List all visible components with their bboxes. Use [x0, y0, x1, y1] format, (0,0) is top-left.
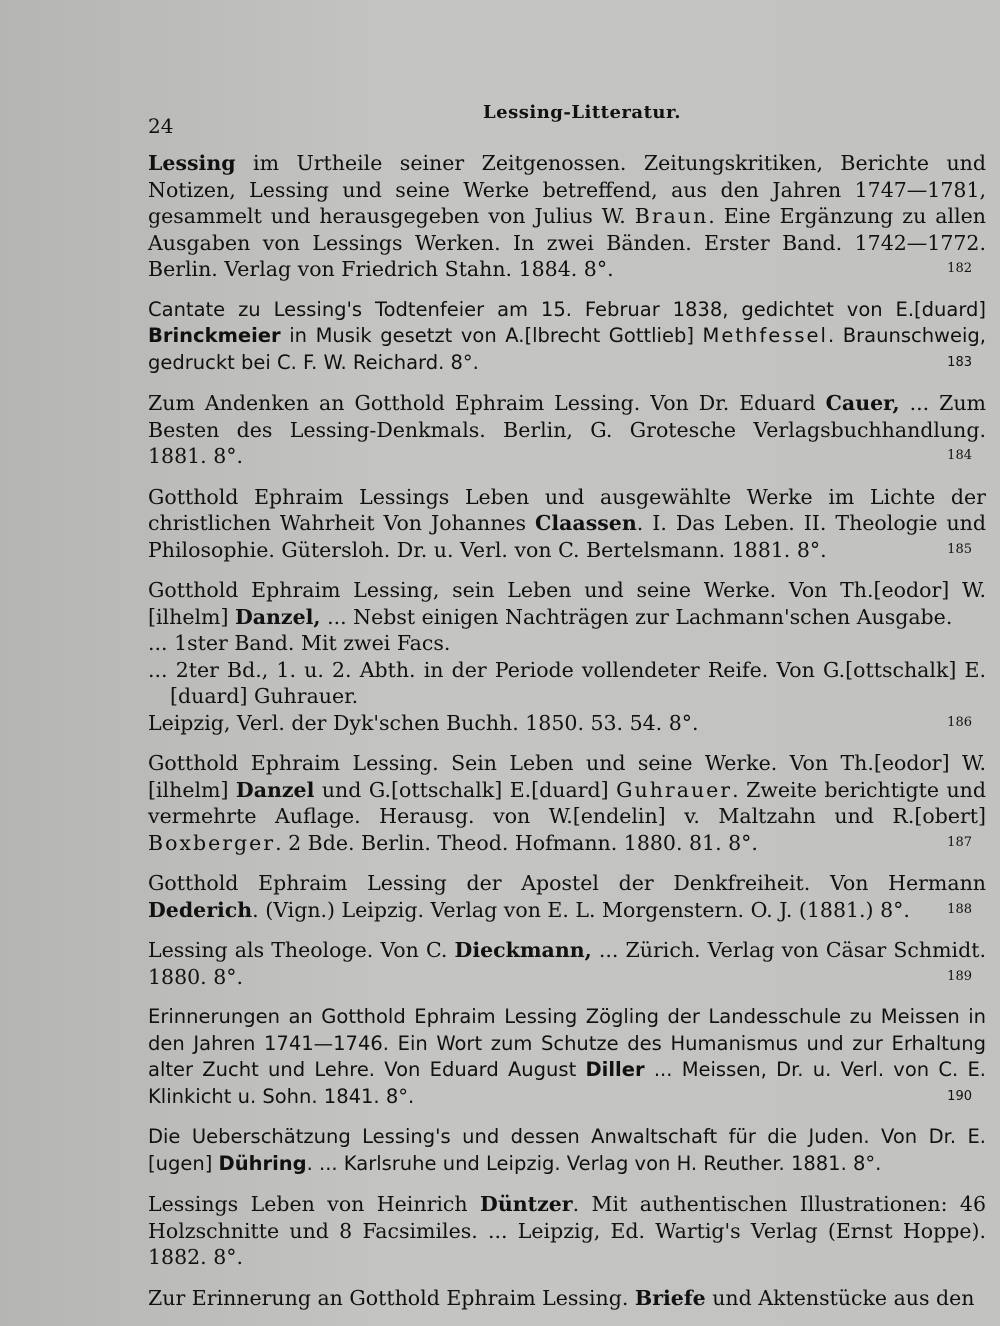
entry-text-segment: Erinnerungen an Gotthold Ephraim Lessing Zögling der Landesschule zu Meissen in den Jahren 1741—1746. Ein Wort zum Schutze des Humanismus und zur Erhaltung alter Zucht und Lehre. Von Eduard August	[148, 1005, 986, 1081]
bibliography-entry	[148, 1004, 986, 1110]
entry-number: 185	[947, 541, 972, 557]
entry-number: 190	[947, 1088, 972, 1104]
page-number: 24	[148, 114, 174, 138]
author-name: Lessing	[148, 151, 236, 175]
bibliography-entry	[148, 750, 986, 856]
entry-text-segment: Zum Andenken an Gotthold Ephraim Lessing. Von Dr. Eduard	[148, 391, 826, 415]
running-title: Lessing-Litteratur.	[483, 102, 682, 123]
spaced-name: Methfessel	[702, 324, 828, 347]
entry-text-segment: im Urtheile seiner Zeitgenossen. Zeitungskritiken, Berichte und Notizen, Lessing und seine Werke betreffend, aus den Jahren 1747—1781, gesammelt und herausgegeben von Julius W.	[148, 151, 986, 228]
spaced-name: Braun	[634, 204, 709, 228]
entry-number: 187	[947, 834, 972, 850]
bibliography-entry	[148, 577, 986, 736]
entry-number: 182	[947, 261, 972, 276]
entry-number: 186	[947, 714, 972, 730]
entry-text-segment: Lessings Leben von Heinrich	[148, 1192, 481, 1216]
bibliography-entry	[148, 937, 986, 990]
bibliography-entry	[148, 484, 986, 564]
author-name: Cauer,	[825, 391, 900, 415]
entry-number: 188	[947, 901, 972, 917]
spaced-name: Boxberger	[148, 830, 276, 855]
entry-text-segment: . Zweite berichtigte und vermehrte Auflage. Herausg. von W.[endelin] v. Maltzahn und R.[obert]	[148, 777, 986, 828]
entry-text-segment: in Musik gesetzt von A.[lbrecht Gottlieb]	[280, 324, 703, 347]
entry-text-segment: . Mit authentischen Illustrationen: 46 Holzschnitte und 8 Facsimiles. ... Leipzig, Ed. Wartig's Verlag (Ernst Hoppe). 1882. 8°.	[148, 1192, 986, 1269]
entry-text-segment: und Aktenstücke aus den	[705, 1285, 975, 1310]
entry-text-segment: . 2 Bde. Berlin. Theod. Hofmann. 1880. 81. 8°.	[275, 830, 758, 855]
entry-text-segment: ... Zum Besten des Lessing-Denkmals. Berlin, G. Grotesche Verlagsbuchhandlung. 1881. 8°.	[148, 391, 986, 468]
entry-text	[148, 577, 986, 630]
entry-text-segment: Gotthold Ephraim Lessings Leben und ausgewählte Werke im Lichte der christlichen Wahrheit Von Johannes	[148, 484, 986, 535]
bibliography-list	[148, 150, 986, 1325]
page-header	[145, 100, 970, 140]
entry-text-segment: Gotthold Ephraim Lessing, sein Leben und seine Werke. Von Th.[eodor] W.[ilhelm]	[148, 578, 986, 629]
entry-text	[148, 1124, 986, 1177]
entry-text-segment: ... Meissen, Dr. u. Verl. von C. E. Klinkicht u. Sohn. 1841. 8°.	[148, 1058, 986, 1108]
entry-text	[148, 870, 986, 923]
spaced-name: Guhrauer	[616, 777, 733, 802]
entry-text-segment: . (Vign.) Leipzig. Verlag von E. L. Morgenstern. O. J. (1881.) 8°.	[252, 897, 910, 922]
author-name: Diller	[585, 1058, 645, 1081]
entry-text	[148, 150, 986, 283]
entry-text-segment: Gotthold Ephraim Lessing der Apostel der Denkfreiheit. Von Hermann	[148, 871, 986, 895]
author-name: Briefe	[634, 1285, 706, 1310]
author-name: Dederich	[148, 897, 253, 922]
entry-text	[148, 1191, 986, 1271]
entry-text	[148, 750, 986, 856]
entry-text-segment: . Eine Ergänzung zu allen Ausgaben von Lessings Werken. In zwei Bänden. Erster Band. 1742—1772. Berlin. Verlag von Friedrich Stahn. 1884. 8°.	[148, 204, 986, 281]
entry-text	[148, 1285, 986, 1312]
entry-text-segment: ... Zürich. Verlag von Cäsar Schmidt. 1880. 8°.	[148, 938, 986, 989]
bibliography-entry	[148, 1191, 986, 1271]
author-name: Claassen	[535, 511, 637, 535]
entry-text	[148, 937, 986, 990]
bibliography-entry	[148, 1285, 986, 1312]
entry-number: 183	[947, 354, 972, 370]
bibliography-entry	[148, 150, 986, 283]
author-name: Düntzer	[480, 1192, 573, 1216]
author-name: Danzel,	[234, 604, 321, 629]
bibliography-entry	[148, 870, 986, 923]
entry-text-segment: . I. Das Leben. II. Theologie und Philosophie. Gütersloh. Dr. u. Verl. von C. Bertelsmann. 1881. 8°.	[148, 511, 986, 562]
entry-text-segment: Cantate zu Lessing's Todtenfeier am 15. Februar 1838, gedichtet von E.[duard]	[148, 297, 986, 321]
entry-text	[148, 390, 986, 470]
entry-text-segment: Gotthold Ephraim Lessing. Sein Leben und seine Werke. Von Th.[eodor] W.[ilhelm]	[148, 751, 986, 802]
author-name: Brinckmeier	[148, 324, 281, 347]
entry-subline: ... 2ter Bd., 1. u. 2. Abth. in der Periode vollendeter Reife. Von G.[ottschalk] E.[duard] Guhrauer.	[148, 657, 986, 708]
bibliography-entry	[148, 1124, 986, 1177]
author-name: Danzel	[235, 777, 315, 802]
entry-text-segment: Zur Erinnerung an Gotthold Ephraim Lessing.	[148, 1285, 635, 1310]
entry-text	[148, 484, 986, 564]
entry-number: 184	[947, 448, 972, 463]
entry-text-segment: und G.[ottschalk] E.[duard]	[314, 777, 617, 802]
entry-text	[148, 1004, 986, 1110]
entry-text-segment: . ... Karlsruhe und Leipzig. Verlag von H. Reuther. 1881. 8°.	[306, 1151, 882, 1175]
bibliography-entry	[148, 297, 986, 377]
entry-subline: ... 1ster Band. Mit zwei Facs.	[148, 631, 451, 655]
entry-text-segment: Lessing als Theologe. Von C.	[148, 938, 455, 962]
author-name: Dühring	[218, 1151, 307, 1175]
entry-text-segment: . Braunschweig, gedruckt bei C. F. W. Reichard. 8°.	[148, 324, 986, 374]
entry-number: 189	[947, 968, 972, 984]
entry-text-segment: ... Nebst einigen Nachträgen zur Lachmann'schen Ausgabe.	[320, 604, 953, 629]
entry-text-segment: Die Ueberschätzung Lessing's und dessen Anwaltschaft für die Juden. Von Dr. E.[ugen]	[148, 1125, 986, 1175]
entry-subline: Leipzig, Verl. der Dyk'schen Buchh. 1850. 53. 54. 8°.	[148, 710, 699, 735]
bibliography-entry	[148, 390, 986, 470]
entry-text	[148, 297, 986, 377]
author-name: Dieckmann,	[454, 938, 592, 962]
